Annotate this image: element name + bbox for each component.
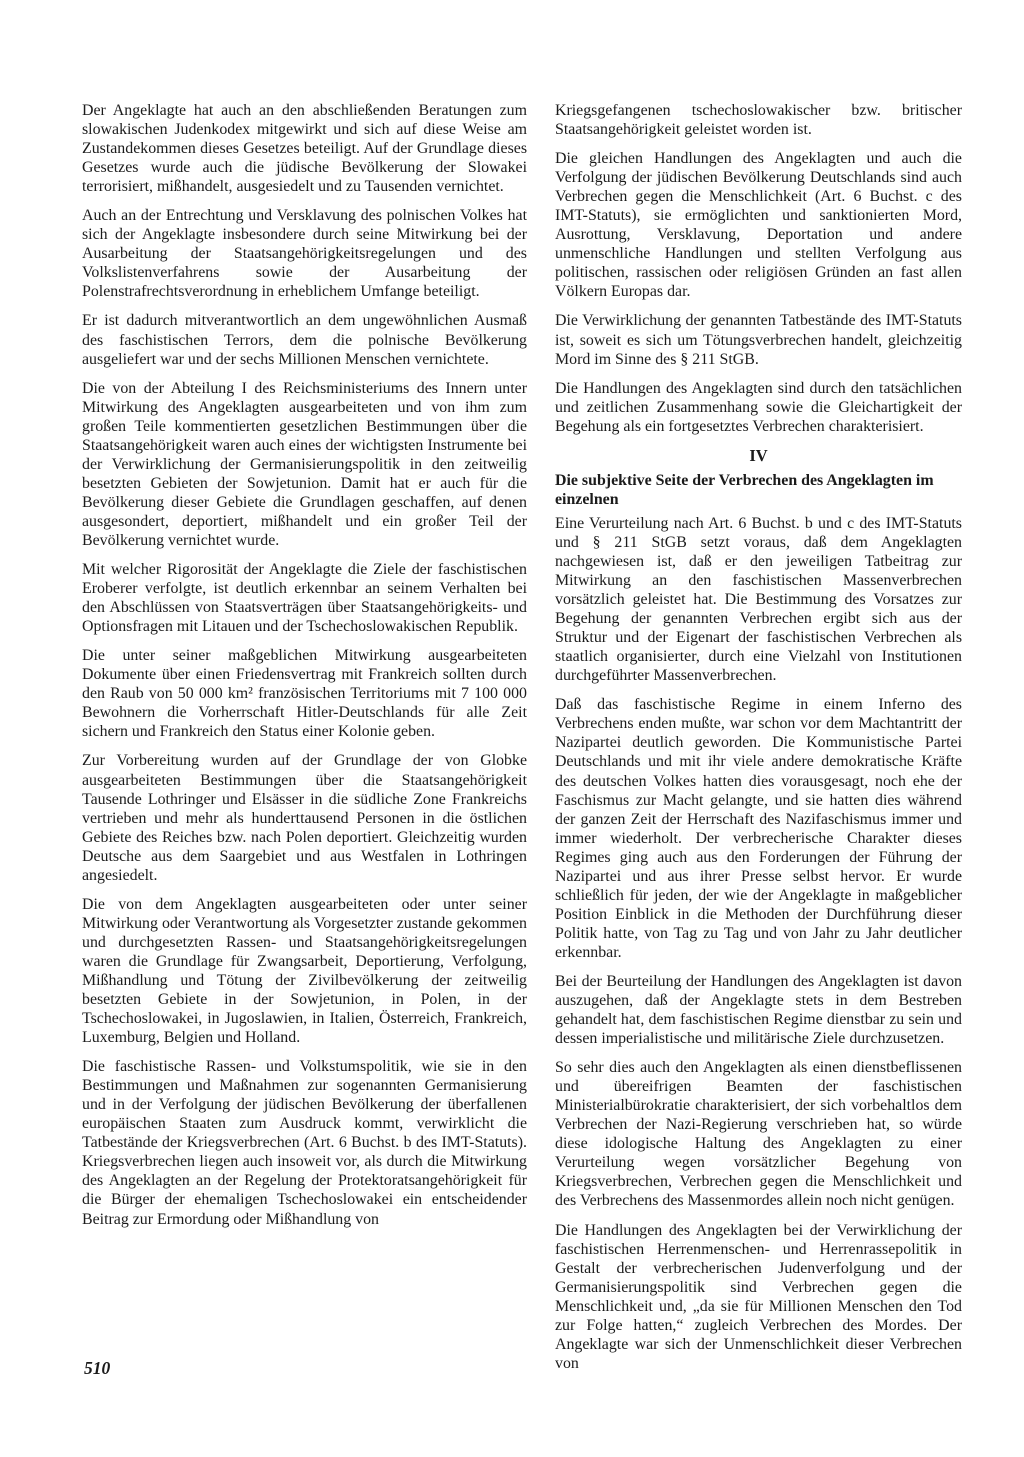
paragraph: Daß das faschistische Regime in einem Inferno des Verbrechens enden mußte, war schon vor dem Machtantritt der Nazipartei deutlich geworden. Die Kommunistische Partei Deutschlands und mit ihr viele andere demokratische Kräfte des deutschen Volkes hatten dies vorausgesagt, noch ehe der Faschismus zur Macht gelangte, und sie hatten dies während der ganzen Zeit der Herrschaft des Nazifaschismus immer und immer wiederholt. Der verbrecherische Charakter dieses Regimes ging auch aus den Forderungen der Führung der Nazipartei und aus ihrer Presse selbst hervor. Er wurde schließlich für jeden, der wie der Angeklagte in maßgeblicher Position Einblick in die Methoden der Durchführung dieser Politik hatte, von Tag zu Tag und von Jahr zu Jahr deutlicher erkennbar. [555, 696, 962, 961]
right-column [555, 101, 962, 1383]
page-number: 510 [84, 1358, 111, 1378]
paragraph: Kriegsgefangenen tschechoslowakischer bzw. britischer Staatsangehörigkeit geleistet worden ist. [555, 102, 962, 139]
paragraph: So sehr dies auch den Angeklagten als einen dienstbeflissenen und übereifrigen Beamten der faschistischen Ministerialbürokratie charakterisiert, der sich vorbehaltlos dem Verbrechen der Nazi-Regierung verschrieben hat, so würde diese idologische Haltung des Angeklagten zu einer Verurteilung wegen vorsätzlicher Begehung von Kriegsverbrechen, Verbrechen gegen die Menschlichkeit und des Verbrechens des Massenmordes allein noch nicht genügen. [555, 1059, 962, 1210]
paragraph: Der Angeklagte hat auch an den abschließenden Beratungen zum slowakischen Judenkodex mitgewirkt und sich auf diese Weise am Zustandekommen dieses Gesetzes beteiligt. Auf der Grundlage dieses Gesetzes wurde auch die jüdische Bevölkerung der Slowakei terrorisiert, mißhandelt, ausgesiedelt und zu Tausenden vernichtet. [82, 102, 527, 196]
paragraph: Zur Vorbereitung wurden auf der Grundlage der von Globke ausgearbeiteten Bestimmungen über die Staatsangehörigkeit Tausende Lothringer und Elsässer in die südliche Zone Frankreichs vertrieben und mehr als hunderttausend Personen in die östlichen Gebiete des Reiches bzw. nach Polen deportiert. Gleichzeitig wurden Deutsche aus dem Saargebiet und aus Westfalen in Lothringen angesiedelt. [82, 752, 527, 884]
paragraph: Bei der Beurteilung der Handlungen des Angeklagten ist davon auszugehen, daß der Angeklagte stets in dem Bestreben gehandelt hat, dem faschistischen Regime dienstbar zu sein und dessen imperialistische und militärische Ziele durchzusetzen. [555, 972, 962, 1048]
paragraph: Eine Verurteilung nach Art. 6 Buchst. b und c des IMT-Statuts und § 211 StGB setzt voraus, daß dem Angeklagten nachgewiesen ist, daß er den jeweiligen Tatbeitrag zur Mitwirkung an den faschistischen Massenverbrechen vorsätzlich geleistet hat. Die Bestimmung des Vorsatzes zur Begehung der genannten Verbrechen ergibt sich aus der Struktur und der Eigenart der faschistischen Verbrechen als staatlich organisierter, durch eine Vielzahl von Institutionen durchgeführter Massenverbrechen. [555, 514, 962, 685]
left-column [82, 101, 527, 1239]
paragraph: Die gleichen Handlungen des Angeklagten und auch die Verfolgung der jüdischen Bevölkerung Deutschlands sind auch Verbrechen gegen die Menschlichkeit (Art. 6 Buchst. c des IMT-Statuts), sie ermöglichten und sanktionierten Mord, Ausrottung, Versklavung, Deportation und andere unmenschliche Handlungen und stellten Verfolgung aus politischen, rassischen oder religiösen Gründen an fast allen Völkern Europas dar. [555, 150, 962, 301]
section-number: IV [749, 445, 768, 465]
paragraph: Die von dem Angeklagten ausgearbeiteten oder unter seiner Mitwirkung oder Verantwortung als Vorgesetzter zustande gekommen und durchgesetzten Rassen- und Staatsangehörigkeitsregelungen waren die Grundlage für Zwangsarbeit, Deportierung, Verfolgung, Mißhandlung und Tötung der Zivilbevölkerung der zeitweilig besetzten Gebiete in der Sowjetunion, in Polen, in der Tschechoslowakei, in Jugoslawien, in Italien, Österreich, Frankreich, Luxemburg, Belgien und Holland. [82, 895, 527, 1047]
paragraph: Auch an der Entrechtung und Versklavung des polnischen Volkes hat sich der Angeklagte insbesondere durch seine Mitwirkung bei der Ausarbeitung der Staatsangehörigkeitsregelungen und des Volkslistenverfahrens sowie der Ausarbeitung der Polenstrafrechtsverordnung in erheblichem Umfange beteiligt. [82, 207, 527, 301]
paragraph: Die faschistische Rassen- und Volkstumspolitik, wie sie in den Bestimmungen und Maßnahmen zur sogenannten Germanisierung und in der Verfolgung der jüdischen Bevölkerung der überfallenen europäischen Staaten zum Ausdruck kommt, verwirklicht die Tatbestände der Kriegsverbrechen (Art. 6 Buchst. b des IMT-Statuts). Kriegsverbrechen liegen auch insoweit vor, als durch die Mitwirkung des Angeklagten an der Regelung der Protektoratsangehörigkeit für die Bürger der ehemaligen Tschechoslowakei ein entscheidender Beitrag zur Ermordung oder Mißhandlung von [82, 1058, 527, 1228]
paragraph: Er ist dadurch mitverantwortlich an dem ungewöhnlichen Ausmaß des faschistischen Terrors, dem die polnische Bevölkerung ausgeliefert war und der sechs Millionen Menschen vernichtete. [82, 312, 527, 368]
paragraph: Mit welcher Rigorosität der Angeklagte die Ziele der faschistischen Eroberer verfolgte, ist deutlich erkennbar an seinem Verhalten bei den Abschlüssen von Staatsverträgen über Staatsangehörigkeits- und Optionsfragen mit Litauen und der Tschechoslowakischen Republik. [82, 561, 527, 636]
paragraph: Die Handlungen des Angeklagten bei der Verwirklichung der faschistischen Herrenmenschen- und Herrenrassepolitik in Gestalt der verbrecherischen Judenverfolgung und der Germanisierungspolitik sind Verbrechen gegen die Menschlichkeit und, „da sie für Millionen Menschen den Tod zur Folge hatten,“ zugleich Verbrechen des Mordes. Der Angeklagte war sich der Unmenschlichkeit dieser Verbrechen von [555, 1221, 962, 1372]
paragraph: Die Handlungen des Angeklagten sind durch den tatsächlichen und zeitlichen Zusammenhang sowie die Gleichartigkeit der Begehung als ein fortgesetztes Verbrechen charakterisiert. [555, 379, 962, 435]
paragraph: Die unter seiner maßgeblichen Mitwirkung ausgearbeiteten Dokumente über einen Friedensvertrag mit Frankreich sollten durch den Raub von 50 000 km² französischen Territoriums mit 7 100 000 Bewohnern die Vorherrschaft Hitler-Deutschlands für alle Zeit sichern und Frankreich den Status einer Kolonie geben. [82, 647, 527, 741]
paragraph: Die Verwirklichung der genannten Tatbestände des IMT-Statuts ist, soweit es sich um Tötungsverbrechen handelt, gleichzeitig Mord im Sinne des § 211 StGB. [555, 312, 962, 368]
section-heading: Die subjektive Seite der Verbrechen des Angeklagten im einzelnen [555, 471, 934, 508]
paragraph: Die von der Abteilung I des Reichsministeriums des Innern unter Mitwirkung des Angeklagten ausgearbeiteten und von ihm zum großen Teile kommentierten gesetzlichen Bestimmungen über die Staatsangehörigkeit waren auch eines der wichtigsten Instrumente bei der Verwirklichung der Germanisierungspolitik in den zeitweilig besetzten Gebieten der Sowjetunion. Damit hat er auch für die Bevölkerung dieser Gebiete die Grundlagen geschaffen, auf denen ausgesondert, deportiert, mißhandelt und ein großer Teil der Bevölkerung vernichtet wurde. [82, 379, 527, 549]
